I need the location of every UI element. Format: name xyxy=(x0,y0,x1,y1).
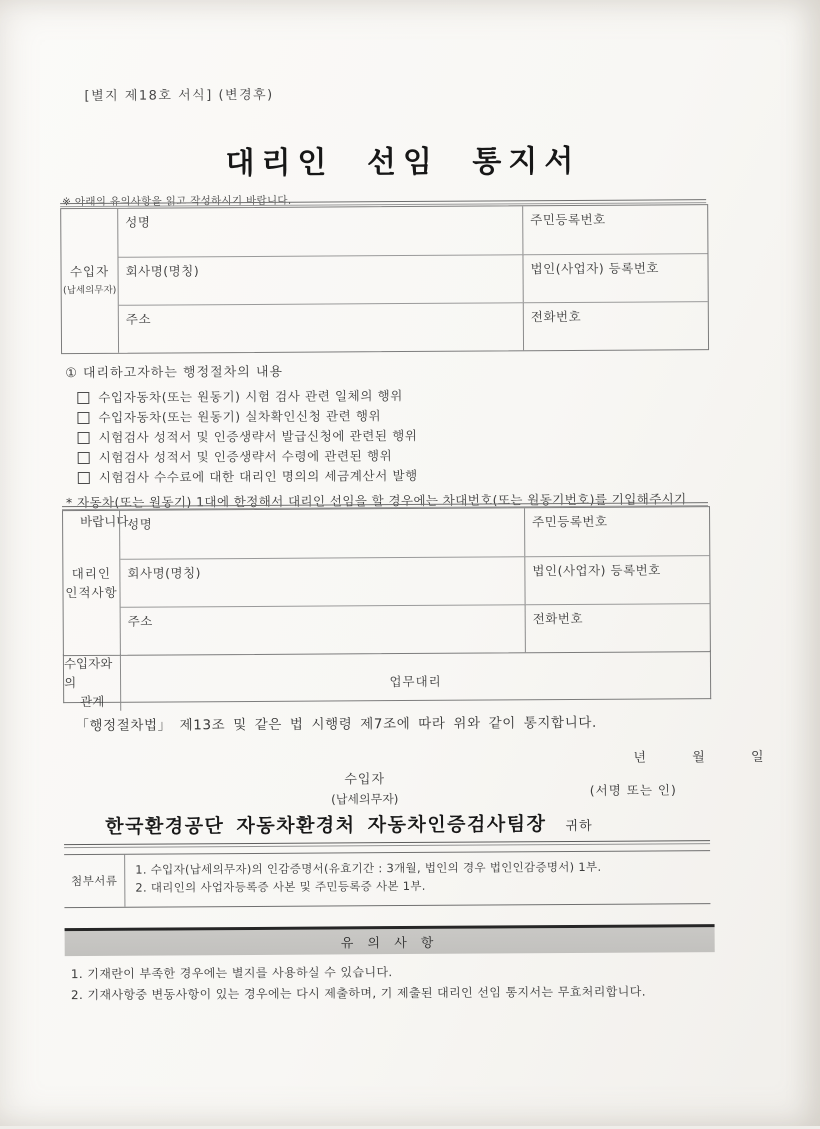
importer-bizreg-cell xyxy=(522,253,707,302)
relation-header xyxy=(64,654,121,711)
agent-bizreg-cell xyxy=(524,555,709,604)
checkbox-icon xyxy=(78,432,90,444)
attachments-header: 첨부서류 xyxy=(64,855,125,907)
field-label: 성명 xyxy=(127,516,153,532)
importer-rrn-cell xyxy=(522,205,707,254)
agent-phone-cell xyxy=(525,603,710,652)
page-title: 대리인 선임 통지서 xyxy=(225,143,581,182)
procedure-item xyxy=(66,464,716,488)
procedure-label: 시험검사 성적서 및 인증생략서 수령에 관련된 행위 xyxy=(98,448,393,465)
signer-label: 수입자 xyxy=(344,772,386,788)
checkbox-icon xyxy=(77,392,89,404)
importer-address-cell xyxy=(119,302,523,352)
field-label: 전화번호 xyxy=(532,610,584,627)
agent-table xyxy=(62,506,711,656)
procedures-footnote-cont: 바랍니다. xyxy=(80,513,133,530)
importer-header-label: 수입자 xyxy=(69,263,110,280)
field-label: 주소 xyxy=(125,311,152,327)
checkbox-icon xyxy=(77,412,89,424)
form-reference: [별지 제18호 서식] (변경후) xyxy=(84,87,274,104)
importer-header-sublabel: (납세의무자) xyxy=(62,284,117,297)
agent-company-cell xyxy=(120,556,524,606)
procedures-footnote: * 자동차(또는 원동기) 1대에 한정해서 대리인 선임을 할 경우에는 차대번호(또는 원동기번호)를 기입해주시기 xyxy=(65,491,687,511)
field-label: 주소 xyxy=(127,613,153,629)
divider xyxy=(64,840,710,848)
date-line xyxy=(633,746,763,766)
importer-row-header xyxy=(61,209,119,353)
notice-list xyxy=(71,960,771,1006)
recipient-line xyxy=(64,809,634,839)
field-label: 주민등록번호 xyxy=(532,513,608,530)
procedures-heading: ① 대리하고자하는 행정절차의 내용 xyxy=(65,364,284,382)
importer-table xyxy=(60,204,709,354)
recipient-suffix: 귀하 xyxy=(565,818,593,835)
relation-header-line1: 수입자와의 xyxy=(63,655,113,691)
attachments-list xyxy=(125,851,710,907)
signature-hint: (서명 또는 인) xyxy=(589,782,677,798)
relation-header-line2: 관계 xyxy=(80,693,105,710)
agent-address-cell xyxy=(121,604,525,654)
attachment-item: 2. 대리인의 사업자등록증 사본 및 주민등록증 사본 1부. xyxy=(135,878,426,895)
field-label: 주민등록번호 xyxy=(530,211,606,228)
agent-rrn-cell xyxy=(524,507,709,556)
signer-sublabel: (납세의무자) xyxy=(331,792,399,807)
relation-row xyxy=(63,650,711,710)
procedure-label: 수입자동차(또는 원동기) 시험 검사 관련 일체의 행위 xyxy=(98,388,403,405)
procedure-label: 수입자동차(또는 원동기) 실차확인신청 관련 행위 xyxy=(98,408,382,425)
attachments-table xyxy=(64,850,710,908)
month-label: 월 xyxy=(692,750,705,766)
importer-phone-cell xyxy=(523,301,708,350)
agent-name-cell xyxy=(120,508,524,558)
signer-block xyxy=(285,768,445,808)
field-label: 성명 xyxy=(125,214,151,230)
notice-item: 2. 기재사항중 변동사항이 있는 경우에는 다시 제출하며, 기 제출된 대리인 선임 통지서는 무효처리합니다. xyxy=(70,984,646,1003)
field-label: 회사명(명칭) xyxy=(125,263,200,279)
notice-header-bar xyxy=(65,924,715,956)
field-label: 법인(사업자) 등록번호 xyxy=(530,260,659,277)
agent-header-sublabel: 인적사항 xyxy=(65,584,118,601)
day-label: 일 xyxy=(750,749,764,765)
field-label: 회사명(명칭) xyxy=(127,565,202,581)
procedure-label: 시험검사 수수료에 대한 대리인 명의의 세금계산서 발행 xyxy=(98,467,418,485)
checkbox-icon xyxy=(78,452,90,464)
notice-header-label: 유 의 사 항 xyxy=(340,935,439,952)
importer-name-cell xyxy=(118,206,522,256)
notice-item: 1. 기재란이 부족한 경우에는 별지를 사용하실 수 있습니다. xyxy=(70,965,393,982)
field-label: 전화번호 xyxy=(530,308,582,325)
instruction-note: ※ 아래의 유의사항을 읽고 작성하시기 바랍니다. xyxy=(62,194,292,209)
importer-company-cell xyxy=(118,254,522,304)
field-label: 법인(사업자) 등록번호 xyxy=(532,562,661,579)
relation-value: 업무대리 xyxy=(389,673,442,689)
checkbox-icon xyxy=(78,472,90,484)
legal-statement: 「행정절차법」 제13조 및 같은 법 시행령 제7조에 따라 위와 같이 통지합니다. xyxy=(75,714,597,735)
agent-row-header xyxy=(63,511,121,655)
attachment-item: 1. 수입자(납세의무자)의 인감증명서(유효기간 : 3개월, 법인의 경우 법인인감증명서) 1부. xyxy=(135,859,602,877)
year-label: 년 xyxy=(633,750,647,766)
recipient-name: 한국환경공단 자동차환경처 자동차인증검사팀장 xyxy=(105,813,547,838)
procedure-label: 시험검사 성적서 및 인증생략서 발급신청에 관련된 행위 xyxy=(98,427,418,445)
agent-header-label: 대리인 xyxy=(71,565,112,582)
